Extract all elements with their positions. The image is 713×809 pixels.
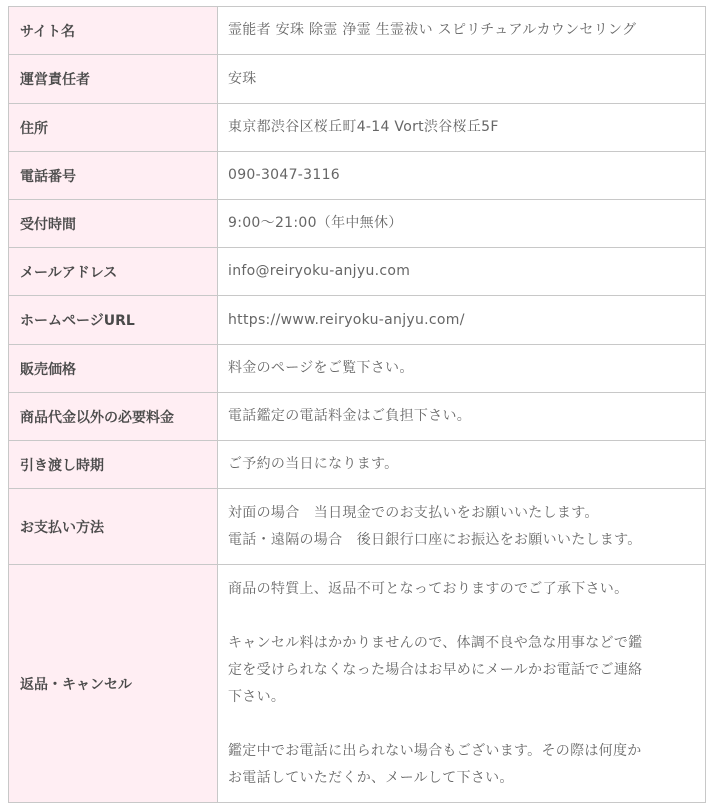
table-row-payment — [9, 489, 706, 565]
value-line: 電話・遠隔の場合 後日銀行口座にお振込をお願いいたします。 — [228, 531, 642, 548]
row-label: サイト名 — [9, 7, 218, 55]
value-line: お電話していただくか、メールして下さい。 — [228, 769, 514, 786]
table-row-operator — [9, 55, 706, 104]
row-label: メールアドレス — [9, 248, 218, 296]
row-value — [218, 152, 706, 200]
shop-info-table — [8, 6, 706, 803]
row-value — [218, 55, 706, 104]
table-row-site-name — [9, 7, 706, 55]
row-label: 商品代金以外の必要料金 — [9, 393, 218, 441]
value-line: 商品の特質上、返品不可となっておりますのでご了承下さい。 — [228, 580, 629, 597]
value-line: 対面の場合 当日現金でのお支払いをお願いいたします。 — [228, 504, 599, 521]
row-value — [218, 104, 706, 152]
value-line: 鑑定中でお電話に出られない場合もございます。その際は何度か — [228, 742, 642, 759]
row-value — [218, 7, 706, 55]
table-row-phone — [9, 152, 706, 200]
row-value — [218, 345, 706, 393]
value-line: 料金のページをご覧下さい。 — [228, 360, 414, 376]
table-row-email — [9, 248, 706, 296]
row-label: 返品・キャンセル — [9, 565, 218, 803]
table-row-returns — [9, 565, 706, 803]
row-value — [218, 489, 706, 565]
table-row-address — [9, 104, 706, 152]
table-row-homepage — [9, 296, 706, 345]
row-value — [218, 248, 706, 296]
value-line: ご予約の当日になります。 — [228, 456, 399, 472]
table-row-hours — [9, 200, 706, 248]
value-spacer — [228, 711, 695, 738]
table-row-price — [9, 345, 706, 393]
row-label: 運営責任者 — [9, 55, 218, 104]
row-label: 住所 — [9, 104, 218, 152]
table-row-extra-fees — [9, 393, 706, 441]
table-row-delivery — [9, 441, 706, 489]
row-value — [218, 200, 706, 248]
row-label: 受付時間 — [9, 200, 218, 248]
value-line: 定を受けられなくなった場合はお早めにメールかお電話でご連絡 — [228, 661, 643, 678]
value-line: 霊能者 安珠 除霊 浄霊 生霊祓い スピリチュアルカウンセリング — [228, 22, 637, 38]
value-line: 安珠 — [228, 70, 257, 87]
row-value — [218, 393, 706, 441]
value-line: https://www.reiryoku-anjyu.com/ — [228, 311, 465, 328]
value-line: 9:00〜21:00（年中無休） — [228, 215, 403, 231]
row-value — [218, 441, 706, 489]
value-line: 090-3047-3116 — [228, 167, 340, 183]
row-label: 販売価格 — [9, 345, 218, 393]
row-value — [218, 296, 706, 345]
row-label: 電話番号 — [9, 152, 218, 200]
value-line: 電話鑑定の電話料金はご負担下さい。 — [228, 408, 472, 424]
row-label: お支払い方法 — [9, 489, 218, 565]
value-line: 下さい。 — [228, 688, 286, 705]
value-spacer — [228, 603, 695, 630]
row-value — [218, 565, 706, 803]
value-line: info@reiryoku-anjyu.com — [228, 263, 411, 279]
row-label: ホームページURL — [9, 296, 218, 345]
value-line: 東京都渋谷区桜丘町4-14 Vort渋谷桜丘5F — [228, 119, 499, 135]
value-line: キャンセル料はかかりませんので、体調不良や急な用事などで鑑 — [228, 634, 643, 651]
row-label: 引き渡し時期 — [9, 441, 218, 489]
